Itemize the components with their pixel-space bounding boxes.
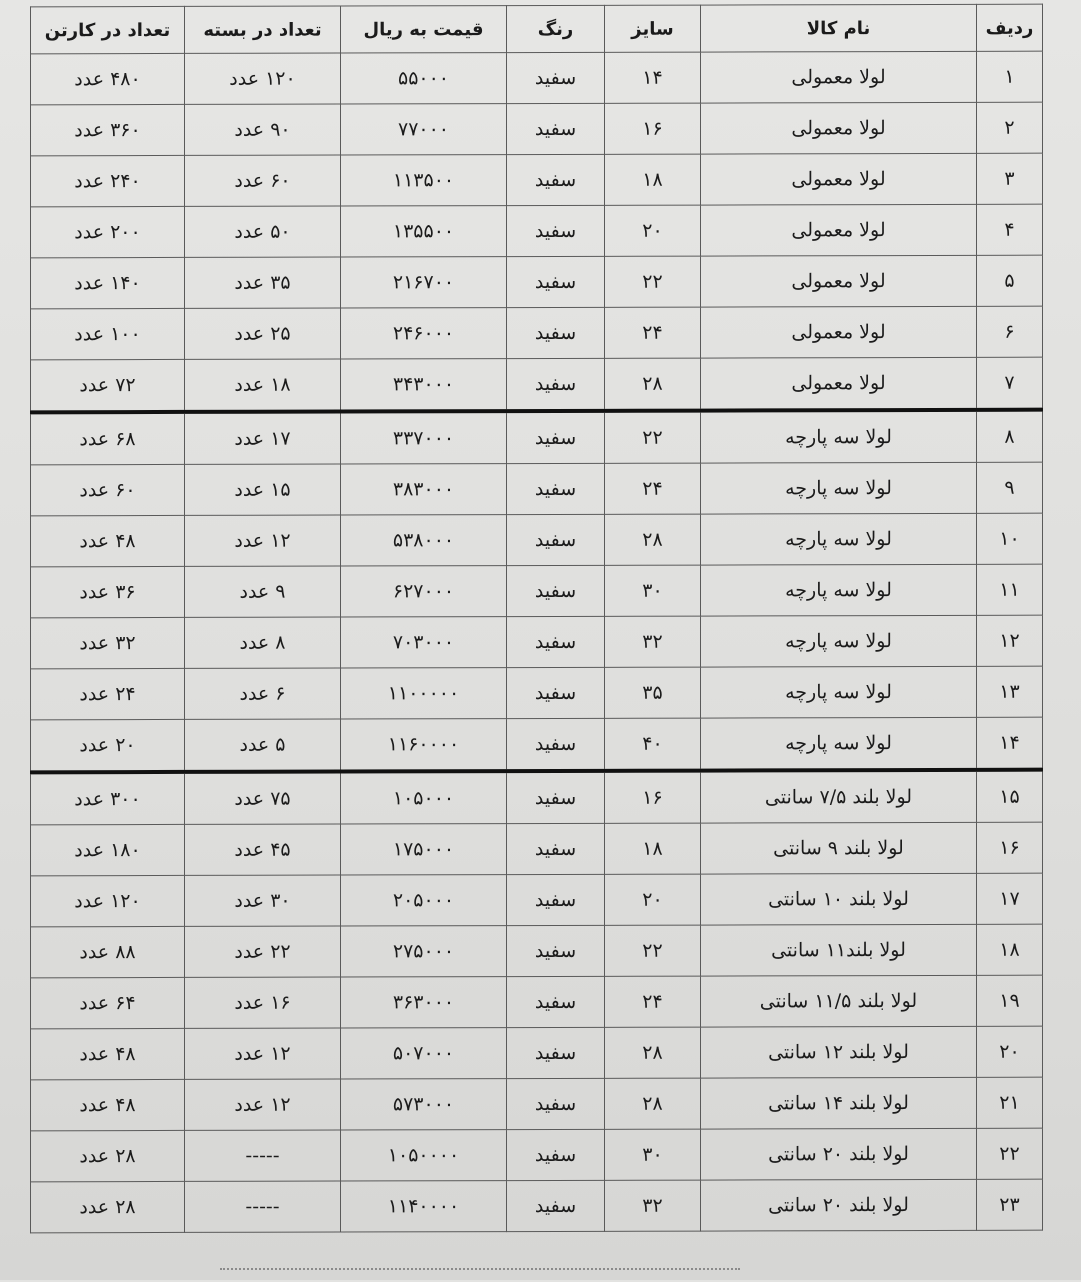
per-pack-cell: ۱۲ عدد (185, 515, 341, 566)
product-name-cell: لولا سه پارچه (701, 615, 977, 667)
price-cell: ۳۶۳۰۰۰ (341, 977, 507, 1028)
per-carton-cell: ۲۸ عدد (31, 1130, 185, 1181)
price-cell: ۵۳۸۰۰۰ (341, 515, 507, 566)
color-cell: سفید (507, 925, 605, 976)
table-row (31, 924, 1043, 978)
color-cell: سفید (507, 565, 605, 616)
header-color: رنگ (507, 5, 605, 52)
color-cell: سفید (507, 718, 605, 771)
color-cell: سفید (507, 205, 605, 256)
table-row (31, 204, 1043, 258)
per-pack-cell: ۹ عدد (185, 566, 341, 617)
table-row (31, 1026, 1043, 1080)
header-product-name: نام کالا (701, 4, 977, 52)
per-carton-cell: ۱۸۰ عدد (31, 824, 185, 875)
size-cell: ۱۸ (605, 823, 701, 874)
table-row (31, 513, 1043, 567)
color-cell: سفید (507, 616, 605, 667)
product-name-cell: لولا معمولی (701, 102, 977, 154)
row-number-cell: ۶ (977, 306, 1043, 357)
per-pack-cell: ۵ عدد (185, 719, 341, 772)
per-pack-cell: ۲۵ عدد (185, 308, 341, 359)
price-cell: ۳۸۳۰۰۰ (341, 464, 507, 515)
price-cell: ۵۰۷۰۰۰ (341, 1028, 507, 1079)
price-cell: ۶۲۷۰۰۰ (341, 566, 507, 617)
per-pack-cell: ۱۷ عدد (185, 412, 341, 465)
per-carton-cell: ۱۰۰ عدد (31, 308, 185, 359)
per-carton-cell: ۴۸ عدد (31, 515, 185, 566)
size-cell: ۱۶ (605, 771, 701, 824)
per-pack-cell: ۳۰ عدد (185, 875, 341, 926)
color-cell: سفید (507, 976, 605, 1027)
table-row (31, 1077, 1043, 1131)
row-number-cell: ۲ (977, 102, 1043, 153)
header-per-pack: تعداد در بسته (185, 6, 341, 53)
size-cell: ۳۰ (605, 1129, 701, 1180)
price-cell: ۷۰۳۰۰۰ (341, 617, 507, 668)
row-number-cell: ۴ (977, 204, 1043, 255)
product-name-cell: لولا سه پارچه (701, 717, 977, 770)
size-cell: ۳۲ (605, 616, 701, 667)
product-name-cell: لولا بلند ۱۴ سانتی (701, 1077, 977, 1129)
color-cell: سفید (507, 52, 605, 103)
header-row-number: ردیف (977, 4, 1043, 51)
price-cell: ۳۴۳۰۰۰ (341, 359, 507, 412)
price-cell: ۱۳۵۵۰۰ (341, 206, 507, 257)
product-name-cell: لولا بلند ۲۰ سانتی (701, 1179, 977, 1231)
table-row (31, 564, 1043, 618)
header-size: سایز (605, 5, 701, 52)
row-number-cell: ۱۳ (977, 666, 1043, 717)
per-pack-cell: ۱۲ عدد (185, 1028, 341, 1079)
size-cell: ۳۰ (605, 565, 701, 616)
row-number-cell: ۲۰ (977, 1026, 1043, 1077)
color-cell: سفید (507, 1027, 605, 1078)
per-pack-cell: ۱۲۰ عدد (185, 53, 341, 104)
per-pack-cell: ۱۸ عدد (185, 359, 341, 412)
table-row (31, 770, 1043, 825)
row-number-cell: ۱۰ (977, 513, 1043, 564)
row-number-cell: ۱۲ (977, 615, 1043, 666)
per-carton-cell: ۲۴۰ عدد (31, 155, 185, 206)
table-row (31, 462, 1043, 516)
table-row (31, 873, 1043, 927)
size-cell: ۲۴ (605, 976, 701, 1027)
size-cell: ۲۲ (605, 411, 701, 464)
price-cell: ۳۳۷۰۰۰ (341, 411, 507, 464)
color-cell: سفید (507, 463, 605, 514)
color-cell: سفید (507, 411, 605, 464)
product-name-cell: لولا معمولی (701, 51, 977, 103)
product-name-cell: لولا بلند۱۱ سانتی (701, 924, 977, 976)
table-row (31, 102, 1043, 156)
row-number-cell: ۲۲ (977, 1128, 1043, 1179)
color-cell: سفید (507, 256, 605, 307)
color-cell: سفید (507, 874, 605, 925)
per-carton-cell: ۲۰۰ عدد (31, 206, 185, 257)
size-cell: ۲۸ (605, 358, 701, 411)
color-cell: سفید (507, 307, 605, 358)
per-pack-cell: ۱۶ عدد (185, 977, 341, 1028)
price-cell: ۱۰۵۰۰۰ (341, 771, 507, 824)
per-carton-cell: ۶۸ عدد (31, 412, 185, 465)
per-carton-cell: ۲۰ عدد (31, 719, 185, 772)
size-cell: ۲۴ (605, 307, 701, 358)
product-name-cell: لولا معمولی (701, 357, 977, 410)
per-pack-cell: ۶ عدد (185, 668, 341, 719)
header-price: قیمت به ریال (341, 6, 507, 53)
size-cell: ۲۴ (605, 463, 701, 514)
color-cell: سفید (507, 1129, 605, 1180)
header-row (31, 4, 1043, 54)
per-pack-cell: ۲۲ عدد (185, 926, 341, 977)
product-name-cell: لولا بلند ۷/۵ سانتی (701, 770, 977, 823)
color-cell: سفید (507, 771, 605, 824)
table-row (31, 51, 1043, 105)
product-name-cell: لولا بلند ۱۰ سانتی (701, 873, 977, 925)
per-pack-cell: ۸ عدد (185, 617, 341, 668)
row-number-cell: ۵ (977, 255, 1043, 306)
row-number-cell: ۱۸ (977, 924, 1043, 975)
price-cell: ۱۰۵۰۰۰۰ (341, 1130, 507, 1181)
per-pack-cell: ۱۲ عدد (185, 1079, 341, 1130)
product-name-cell: لولا سه پارچه (701, 513, 977, 565)
product-name-cell: لولا معمولی (701, 204, 977, 256)
product-name-cell: لولا معمولی (701, 306, 977, 358)
size-cell: ۳۲ (605, 1180, 701, 1231)
row-number-cell: ۷ (977, 357, 1043, 410)
per-pack-cell: ۴۵ عدد (185, 824, 341, 875)
row-number-cell: ۱۴ (977, 717, 1043, 770)
table-row (31, 1179, 1043, 1233)
price-cell: ۷۷۰۰۰ (341, 104, 507, 155)
row-number-cell: ۹ (977, 462, 1043, 513)
table-row (31, 306, 1043, 360)
per-carton-cell: ۳۲ عدد (31, 617, 185, 668)
per-pack-cell: ۵۰ عدد (185, 206, 341, 257)
table-row (31, 666, 1043, 720)
price-cell: ۲۴۶۰۰۰ (341, 308, 507, 359)
color-cell: سفید (507, 154, 605, 205)
price-cell: ۲۷۵۰۰۰ (341, 926, 507, 977)
price-cell: ۱۱۳۵۰۰ (341, 155, 507, 206)
table-row (31, 822, 1043, 876)
price-cell: ۵۷۳۰۰۰ (341, 1079, 507, 1130)
row-number-cell: ۱۵ (977, 770, 1043, 823)
per-carton-cell: ۴۸ عدد (31, 1028, 185, 1079)
price-cell: ۱۱۰۰۰۰۰ (341, 668, 507, 719)
per-carton-cell: ۱۴۰ عدد (31, 257, 185, 308)
color-cell: سفید (507, 823, 605, 874)
size-cell: ۲۰ (605, 205, 701, 256)
size-cell: ۲۰ (605, 874, 701, 925)
row-number-cell: ۱۶ (977, 822, 1043, 873)
table-row (31, 975, 1043, 1029)
table-row (31, 615, 1043, 669)
product-name-cell: لولا بلند ۱۲ سانتی (701, 1026, 977, 1078)
row-number-cell: ۸ (977, 410, 1043, 463)
product-name-cell: لولا معمولی (701, 153, 977, 205)
product-name-cell: لولا سه پارچه (701, 410, 977, 463)
color-cell: سفید (507, 1078, 605, 1129)
per-carton-cell: ۴۸ عدد (31, 1079, 185, 1130)
color-cell: سفید (507, 667, 605, 718)
size-cell: ۱۴ (605, 52, 701, 103)
color-cell: سفید (507, 1180, 605, 1231)
price-cell: ۲۱۶۷۰۰ (341, 257, 507, 308)
color-cell: سفید (507, 103, 605, 154)
row-number-cell: ۲۳ (977, 1179, 1043, 1230)
row-number-cell: ۱۷ (977, 873, 1043, 924)
color-cell: سفید (507, 514, 605, 565)
price-cell: ۱۱۶۰۰۰۰ (341, 719, 507, 772)
size-cell: ۱۶ (605, 103, 701, 154)
per-carton-cell: ۱۲۰ عدد (31, 875, 185, 926)
per-carton-cell: ۳۶ عدد (31, 566, 185, 617)
per-carton-cell: ۳۶۰ عدد (31, 104, 185, 155)
price-cell: ۵۵۰۰۰ (341, 53, 507, 104)
per-pack-cell: ۹۰ عدد (185, 104, 341, 155)
per-carton-cell: ۴۸۰ عدد (31, 53, 185, 104)
row-number-cell: ۳ (977, 153, 1043, 204)
per-carton-cell: ۸۸ عدد (31, 926, 185, 977)
size-cell: ۱۸ (605, 154, 701, 205)
size-cell: ۲۸ (605, 1027, 701, 1078)
size-cell: ۲۸ (605, 514, 701, 565)
per-pack-cell: ۱۵ عدد (185, 464, 341, 515)
per-carton-cell: ۷۲ عدد (31, 359, 185, 412)
product-name-cell: لولا بلند ۲۰ سانتی (701, 1128, 977, 1180)
product-name-cell: لولا سه پارچه (701, 462, 977, 514)
per-carton-cell: ۲۸ عدد (31, 1181, 185, 1232)
row-number-cell: ۱۹ (977, 975, 1043, 1026)
product-name-cell: لولا بلند ۱۱/۵ سانتی (701, 975, 977, 1027)
per-pack-cell: ۳۵ عدد (185, 257, 341, 308)
product-name-cell: لولا سه پارچه (701, 564, 977, 616)
per-carton-cell: ۲۴ عدد (31, 668, 185, 719)
per-pack-cell: ۶۰ عدد (185, 155, 341, 206)
table-row (31, 153, 1043, 207)
size-cell: ۲۲ (605, 925, 701, 976)
per-carton-cell: ۶۴ عدد (31, 977, 185, 1028)
row-number-cell: ۱۱ (977, 564, 1043, 615)
row-number-cell: ۱ (977, 51, 1043, 102)
price-cell: ۱۷۵۰۰۰ (341, 824, 507, 875)
table-row (31, 410, 1043, 465)
table-row (31, 717, 1043, 772)
product-name-cell: لولا سه پارچه (701, 666, 977, 718)
product-name-cell: لولا معمولی (701, 255, 977, 307)
table-row (31, 357, 1043, 412)
per-pack-cell: ۷۵ عدد (185, 772, 341, 825)
per-carton-cell: ۳۰۰ عدد (31, 772, 185, 825)
size-cell: ۴۰ (605, 718, 701, 771)
per-pack-cell: ----- (185, 1181, 341, 1232)
per-carton-cell: ۶۰ عدد (31, 464, 185, 515)
price-cell: ۲۰۵۰۰۰ (341, 875, 507, 926)
table-row (31, 255, 1043, 309)
price-list-table (30, 4, 1043, 1234)
size-cell: ۲۸ (605, 1078, 701, 1129)
per-pack-cell: ----- (185, 1130, 341, 1181)
product-name-cell: لولا بلند ۹ سانتی (701, 822, 977, 874)
size-cell: ۲۲ (605, 256, 701, 307)
table-body (31, 51, 1043, 1233)
color-cell: سفید (507, 358, 605, 411)
table-row (31, 1128, 1043, 1182)
header-per-carton: تعداد در کارتن (31, 6, 185, 53)
price-cell: ۱۱۴۰۰۰۰ (341, 1181, 507, 1232)
size-cell: ۳۵ (605, 667, 701, 718)
row-number-cell: ۲۱ (977, 1077, 1043, 1128)
